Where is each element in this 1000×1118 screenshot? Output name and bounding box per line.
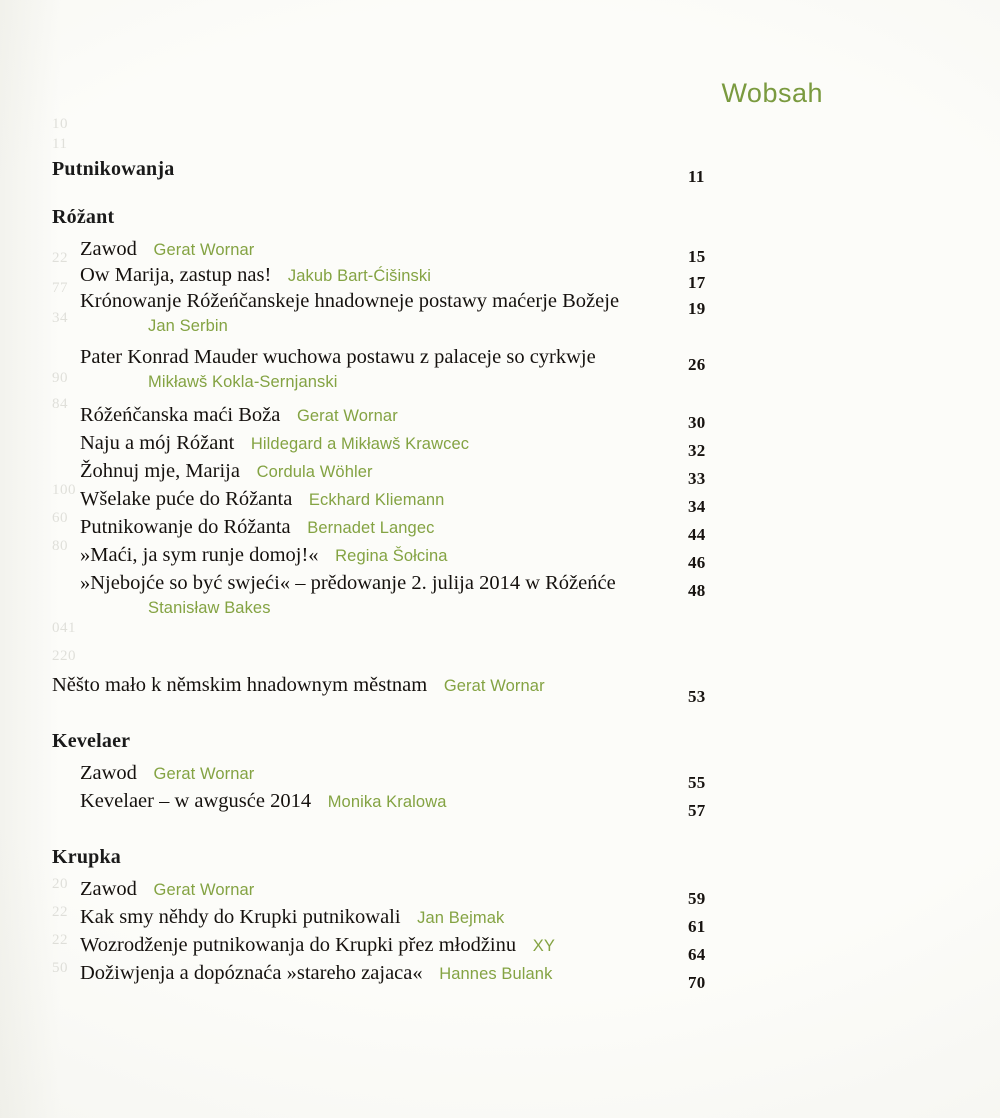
toc-entry[interactable]: [52, 290, 732, 336]
bleed-artifact: 34: [52, 310, 68, 326]
toc-entry-author: Mikławš Kokla-Sernjanski: [148, 373, 338, 391]
bleed-artifact: 22: [52, 250, 68, 266]
toc-page-number[interactable]: 57: [688, 801, 706, 820]
toc-entry-title: Zawod: [80, 238, 137, 260]
toc-entry-author: XY: [516, 937, 555, 955]
toc-page-number[interactable]: 34: [688, 497, 706, 516]
toc-entry-author: Gerat Wornar: [427, 677, 545, 695]
toc-entry-title: Pater Konrad Mauder wuchowa postawu z palaceje so cyrkwje: [80, 346, 596, 368]
toc-page-number[interactable]: 17: [688, 273, 706, 292]
toc-entry-author: Gerat Wornar: [136, 241, 255, 259]
bleed-artifact: 11: [52, 136, 68, 152]
toc-entry[interactable]: [52, 934, 732, 964]
toc-entry-body: [80, 762, 732, 785]
toc-entry-title: Róžeńčanska maći Boža: [80, 404, 281, 426]
toc-entry[interactable]: [52, 790, 732, 820]
toc-entry-body: [80, 238, 732, 261]
toc-entry[interactable]: [52, 906, 732, 936]
toc-entry-body: [80, 488, 732, 511]
toc-page-number[interactable]: 55: [688, 773, 706, 792]
toc-entry[interactable]: [52, 404, 732, 432]
toc-entry-title: Kevelaer – w awgusće 2014: [80, 790, 312, 812]
toc-section-label: Róžant: [52, 206, 115, 228]
toc-entry-body: [80, 460, 732, 483]
bleed-artifact: 22: [52, 932, 68, 948]
toc-page-number[interactable]: 30: [688, 413, 706, 432]
toc-entry-author: Hildegard a Mikławš Krawcec: [234, 435, 470, 453]
toc-entry-title: Wozrodženje putnikowanja do Krupki přez młodžinu: [80, 934, 517, 956]
bleed-artifact: 10: [52, 116, 68, 132]
bleed-artifact: 220: [52, 648, 76, 664]
toc-page-number[interactable]: 59: [688, 889, 706, 908]
bleed-artifact: 041: [52, 620, 76, 636]
toc-entry[interactable]: [52, 460, 732, 488]
toc-entry-body: [80, 572, 732, 618]
toc-page-number[interactable]: 11: [688, 167, 705, 186]
bleed-artifact: 20: [52, 876, 68, 892]
toc-page-number[interactable]: 64: [688, 945, 706, 964]
toc-entry-author: Cordula Wöhler: [239, 463, 373, 481]
toc-entry-body: [80, 264, 732, 287]
bleed-artifact: 100: [52, 482, 76, 498]
toc-entry-body: [80, 290, 732, 336]
toc-entry[interactable]: [52, 238, 732, 266]
toc-entry-author: Eckhard Kliemann: [292, 491, 445, 509]
toc-entry[interactable]: [52, 572, 732, 618]
toc-entry-author: Jakub Bart-Ćišinski: [271, 267, 431, 285]
toc-entry-body: [80, 878, 732, 901]
bleed-artifact: 84: [52, 396, 68, 412]
toc-entry-title: Něšto mało k němskim hnadownym městnam: [52, 674, 428, 696]
toc-entry-title: Zawod: [80, 878, 137, 900]
toc-entry-author: Gerat Wornar: [280, 407, 398, 425]
toc-entry-author: Monika Kralowa: [311, 793, 447, 811]
toc-entry-author: Jan Bejmak: [400, 909, 505, 927]
toc-section-heading[interactable]: [52, 846, 732, 869]
bleed-artifact: 22: [52, 904, 68, 920]
toc-entry-author: Bernadet Langec: [290, 519, 435, 537]
toc-entry-author: Gerat Wornar: [136, 765, 255, 783]
toc-page-number[interactable]: 15: [688, 247, 706, 266]
toc-section-heading[interactable]: [52, 158, 732, 186]
toc-entry[interactable]: [52, 488, 732, 516]
toc-page-number[interactable]: 44: [688, 525, 706, 544]
bleed-artifact: 90: [52, 370, 68, 386]
toc-entry-author: Stanisław Bakes: [148, 599, 271, 617]
toc-page-number[interactable]: 53: [688, 687, 706, 706]
toc-entry-title: »Maći, ja sym runje domoj!«: [80, 544, 319, 566]
bleed-artifact: 60: [52, 510, 68, 526]
toc-entry[interactable]: [52, 432, 732, 460]
toc-entry[interactable]: [52, 346, 732, 392]
toc-entry[interactable]: [52, 544, 732, 572]
toc-page-number[interactable]: 61: [688, 917, 706, 936]
toc-page-number[interactable]: 32: [688, 441, 706, 460]
toc-entry-body: [80, 516, 732, 539]
toc-entry[interactable]: [52, 878, 732, 908]
toc-entry-author: Gerat Wornar: [136, 881, 255, 899]
page-title: Wobsah: [721, 78, 823, 108]
toc-page-number[interactable]: 33: [688, 469, 706, 488]
toc-entry-title: Zawod: [80, 762, 137, 784]
toc-entry-title: Žohnuj mje, Marija: [80, 460, 240, 482]
toc-entry-title: Dožiwjenja a dopóznaća »stareho zajaca«: [80, 962, 423, 984]
toc-entry-body: [80, 346, 732, 392]
toc-section-label: Putnikowanja: [52, 158, 175, 180]
toc-entry-author: Jan Serbin: [148, 317, 228, 335]
toc-section-label: Kevelaer: [52, 730, 131, 752]
toc-entry-title: Putnikowanje do Róžanta: [80, 516, 291, 538]
toc-section-heading[interactable]: [52, 206, 732, 229]
toc-entry-body: [80, 962, 732, 985]
toc-page-number[interactable]: 70: [688, 973, 706, 992]
toc-entry-body: [80, 790, 732, 813]
toc-entry-author: Regina Šołcina: [318, 547, 448, 565]
toc-entry[interactable]: [52, 516, 732, 544]
toc-entry-body: [80, 404, 732, 427]
toc-page-number[interactable]: 26: [688, 355, 706, 374]
toc-section-label: Krupka: [52, 846, 122, 868]
toc-entry-body: [80, 906, 732, 929]
bleed-artifact: 80: [52, 538, 68, 554]
toc-page-number[interactable]: 46: [688, 553, 706, 572]
toc-entry-body: [52, 674, 732, 697]
toc-entry[interactable]: [52, 962, 732, 992]
bleed-artifact: 50: [52, 960, 68, 976]
toc-entry-author: Hannes Bulank: [422, 965, 553, 983]
toc-page-number[interactable]: 19: [688, 299, 706, 318]
toc-entry-body: [80, 432, 732, 455]
toc-entry-title: »Njebojće so być swjeći« – prědowanje 2. julija 2014 w Róžeńće: [80, 572, 616, 594]
toc-entry-title: Kak smy něhdy do Krupki putnikowali: [80, 906, 401, 928]
toc-entry-body: [80, 934, 732, 957]
toc-section-heading[interactable]: [52, 730, 732, 753]
toc-entry-title: Ow Marija, zastup nas!: [80, 264, 272, 286]
toc-entry-title: Naju a mój Róžant: [80, 432, 235, 454]
toc-entry-title: Wšelake puće do Róžanta: [80, 488, 293, 510]
toc-entry[interactable]: [52, 674, 732, 706]
bleed-artifact: 77: [52, 280, 68, 296]
toc-page-number[interactable]: 48: [688, 581, 706, 600]
toc-entry-body: [80, 544, 732, 567]
toc-entry[interactable]: [52, 762, 732, 792]
toc-entry-title: Krónowanje Róžeńčanskeje hnadowneje postawy maćerje Božeje: [80, 290, 620, 312]
